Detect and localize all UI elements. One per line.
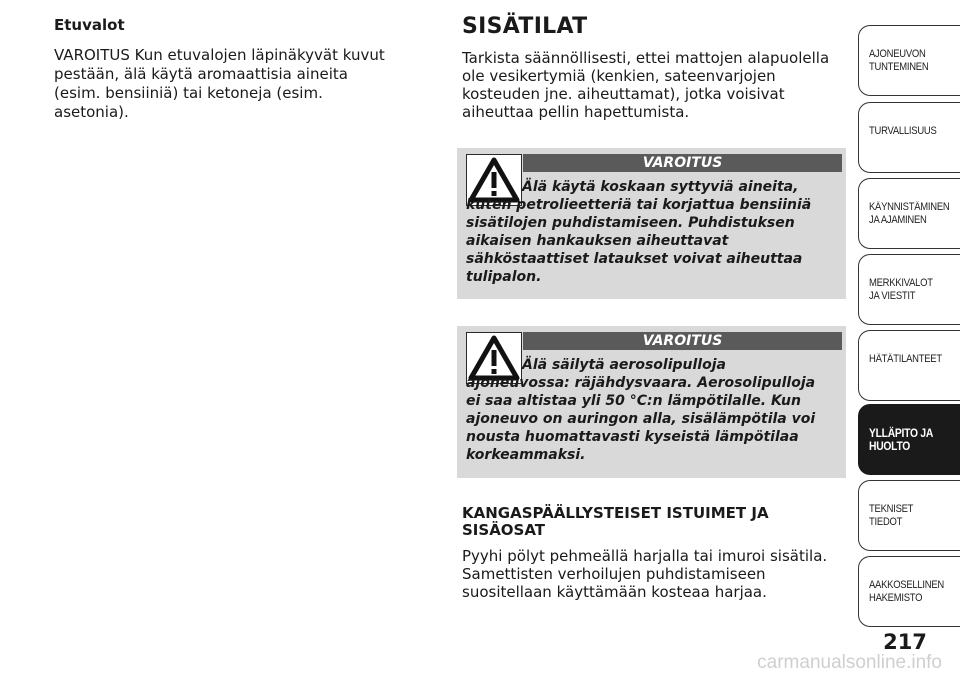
tab-technical-data[interactable] xyxy=(858,480,960,551)
tab-label: TURVALLISUUS xyxy=(869,125,937,137)
tab-index[interactable] xyxy=(858,556,960,627)
tab-warning-lights[interactable] xyxy=(858,254,960,325)
warning-label: VAROITUS xyxy=(523,332,842,350)
tab-safety[interactable] xyxy=(858,102,960,173)
intro-paragraph: Tarkista säännöllisesti, ettei mattojen alapuolella ole vesikertymiä (kenkien, sateenvarjojen kosteuden jne. aiheuttamat), jotka voisivat aiheuttaa pellin hapettumista. xyxy=(462,49,830,121)
tab-label: AJONEUVON TUNTEMINEN xyxy=(869,48,929,73)
tab-label: KÄYNNISTÄMINEN JA AJAMINEN xyxy=(869,201,950,226)
headlight-warning-paragraph: VAROITUS Kun etuvalojen läpinäkyvät kuvut pestään, älä käytä aromaattisia aineita (esim. bensiiniä) tai ketoneja (esim. asetonia). xyxy=(54,46,385,121)
page-title: SISÄTILAT xyxy=(462,14,588,39)
tab-emergency[interactable] xyxy=(858,330,960,401)
tab-label: YLLÄPITO JA HUOLTO xyxy=(869,426,933,453)
warning-text: Älä käytä koskaan syttyviä aineita, kuten petrolieetteriä tai korjattua bensiiniä sisätilojen puhdistamiseen. Puhdistuksen aikaisen hankauksen aiheuttavat sähköstaattiset lataukset voivat aiheuttaa tulipalon. xyxy=(466,179,812,285)
tab-starting-driving[interactable] xyxy=(858,178,960,249)
watermark: carmanualsonline.info xyxy=(757,652,942,673)
section-heading-headlights: Etuvalot xyxy=(54,16,125,34)
tab-label: MERKKIVALOT JA VIESTIT xyxy=(869,277,933,302)
tab-maintenance[interactable] xyxy=(858,404,960,475)
warning-box-1 xyxy=(457,148,846,299)
warning-box-2 xyxy=(457,326,846,478)
warning-label: VAROITUS xyxy=(523,154,842,172)
right-column xyxy=(462,14,846,121)
warning-text: Älä säilytä aerosolipulloja ajoneuvossa: räjähdysvaara. Aerosolipulloja ei saa altistaa yli 50 °C:n lämpötilalle. Kun ajoneuvo on auringon alla, sisälämpötila voi nousta huomattavasti kyseistä lämpötilaa korkeammaksi. xyxy=(466,357,816,463)
fabric-seats-section xyxy=(462,505,846,601)
fabric-seats-paragraph: Pyyhi pölyt pehmeällä harjalla tai imuroi sisätila. Samettisten verhoilujen puhdistamiseen suositellaan käyttämään kosteaa harjaa. xyxy=(462,547,828,601)
chapter-tabs xyxy=(858,0,960,678)
tab-label: TEKNISET TIEDOT xyxy=(869,503,914,528)
tab-label: HÄTÄTILANTEET xyxy=(869,353,942,365)
tab-vehicle-knowledge[interactable] xyxy=(858,25,960,96)
section-heading-fabric-seats: KANGASPÄÄLLYSTEISET ISTUIMET JA SISÄOSAT xyxy=(462,504,769,539)
page-number: 217 xyxy=(883,630,927,654)
left-column xyxy=(54,16,394,122)
tab-label: AAKKOSELLINEN HAKEMISTO xyxy=(869,579,944,604)
